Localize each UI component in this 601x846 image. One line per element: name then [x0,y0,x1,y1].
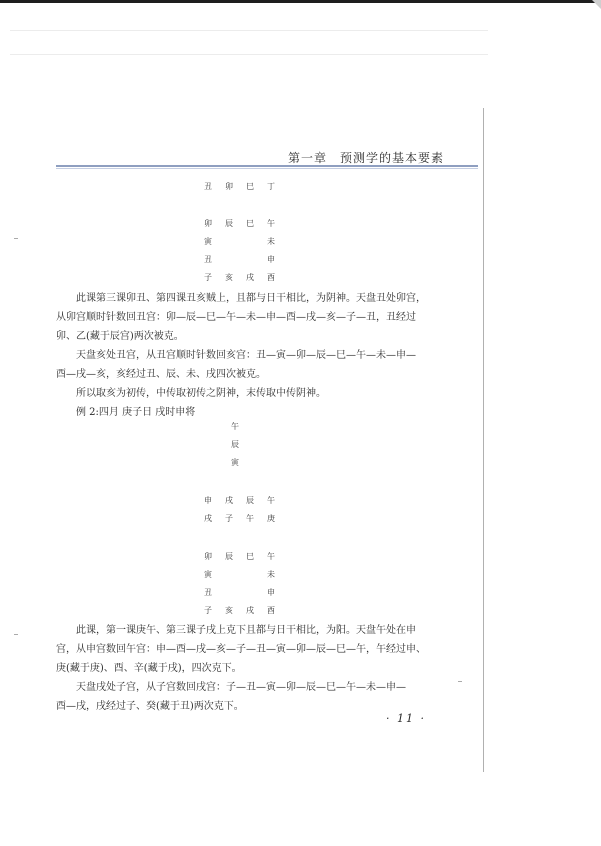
glyph: 丁 [267,182,275,191]
text-line: 天盘戌处子宫，从子宫数回戌宫：子—丑—寅—卯—辰—巳—午—未—申— [76,682,406,693]
chapter-header: 第一章 预测学的基本要素 [288,151,445,165]
glyph: 丑 [204,255,212,264]
glyph: 巳 [246,182,254,191]
ex2-san-chuan [229,421,329,475]
glyph: 戌 [204,514,212,523]
page-corner-fold [592,0,601,9]
glyph: 辰 [225,219,233,228]
faint-scan-line [10,54,488,55]
glyph: 巳 [246,552,254,561]
glyph: 子 [204,606,212,615]
margin-mark [14,634,18,635]
ex2-si-ke [202,495,302,531]
text-line: 此课第三课卯丑、第四课丑亥贼上，且都与日干相比，为阴神。天盘丑处卯宫， [76,293,426,304]
glyph: 午 [267,552,275,561]
text-line: 天盘亥处丑宫，从丑宫顺时针数回亥宫：丑—寅—卯—辰—巳—午—未—申— [76,350,416,361]
text-line: 酉—戌，戌经过子、癸(藏于丑)两次克下。 [56,701,244,712]
glyph: 子 [225,514,233,523]
glyph: 辰 [246,496,254,505]
glyph: 亥 [225,273,233,282]
glyph: 戌 [246,273,254,282]
margin-mark [14,238,18,239]
faint-scan-line [10,30,488,31]
glyph: 午 [267,219,275,228]
text-line: 庚(藏于庚)、酉、辛(藏于戌)，四次克下。 [56,663,242,674]
header-rule-thin [56,168,478,169]
glyph: 未 [267,570,275,579]
glyph: 寅 [231,458,239,467]
glyph: 庚 [267,514,275,523]
glyph: 申 [204,496,212,505]
text-line: 卯、乙(藏于辰宫)两次被克。 [56,331,184,342]
ex1-plate [202,218,302,290]
glyph: 戌 [246,606,254,615]
glyph: 卯 [204,552,212,561]
glyph: 辰 [231,440,239,449]
glyph: 酉 [267,606,275,615]
text-line: 从卯宫顺时针数回丑宫：卯—辰—巳—午—未—申—酉—戌—亥—子—丑，丑经过 [56,312,416,323]
glyph: 辰 [225,552,233,561]
text-line: 此课，第一课庚午、第三课子戌上克下且都与日干相比，为阳。天盘午处在申 [76,625,416,636]
text-line: 酉—戌—亥，亥经过丑、辰、未、戌四次被克。 [56,369,266,380]
text-line: 宫，从申宫数回午宫：申—酉—戌—亥—子—丑—寅—卯—辰—巳—午，午经过申、 [56,644,426,655]
glyph: 未 [267,237,275,246]
glyph: 酉 [267,273,275,282]
text-line: 所以取亥为初传，中传取初传之阴神，末传取中传阴神。 [76,388,326,399]
viewer-top-bar [0,0,601,3]
glyph: 寅 [204,237,212,246]
glyph: 卯 [225,182,233,191]
ex2-text [56,621,476,716]
ex2-plate [202,551,302,623]
glyph: 戌 [225,496,233,505]
ex1-text [56,289,476,422]
page-number: · 11 · [386,712,426,725]
glyph: 卯 [204,219,212,228]
glyph: 亥 [225,606,233,615]
glyph: 申 [267,588,275,597]
example-heading: 例 2:四月 庚子日 戌时申将 [76,407,196,418]
glyph: 巳 [246,219,254,228]
glyph: 寅 [204,570,212,579]
glyph: 午 [231,422,239,431]
glyph: 丑 [204,182,212,191]
header-rule [56,165,478,167]
glyph: 午 [267,496,275,505]
glyph: 午 [246,514,254,523]
glyph: 丑 [204,588,212,597]
page-margin-rule [483,108,484,772]
ex1-top-row [202,181,302,199]
glyph: 申 [267,255,275,264]
glyph: 子 [204,273,212,282]
